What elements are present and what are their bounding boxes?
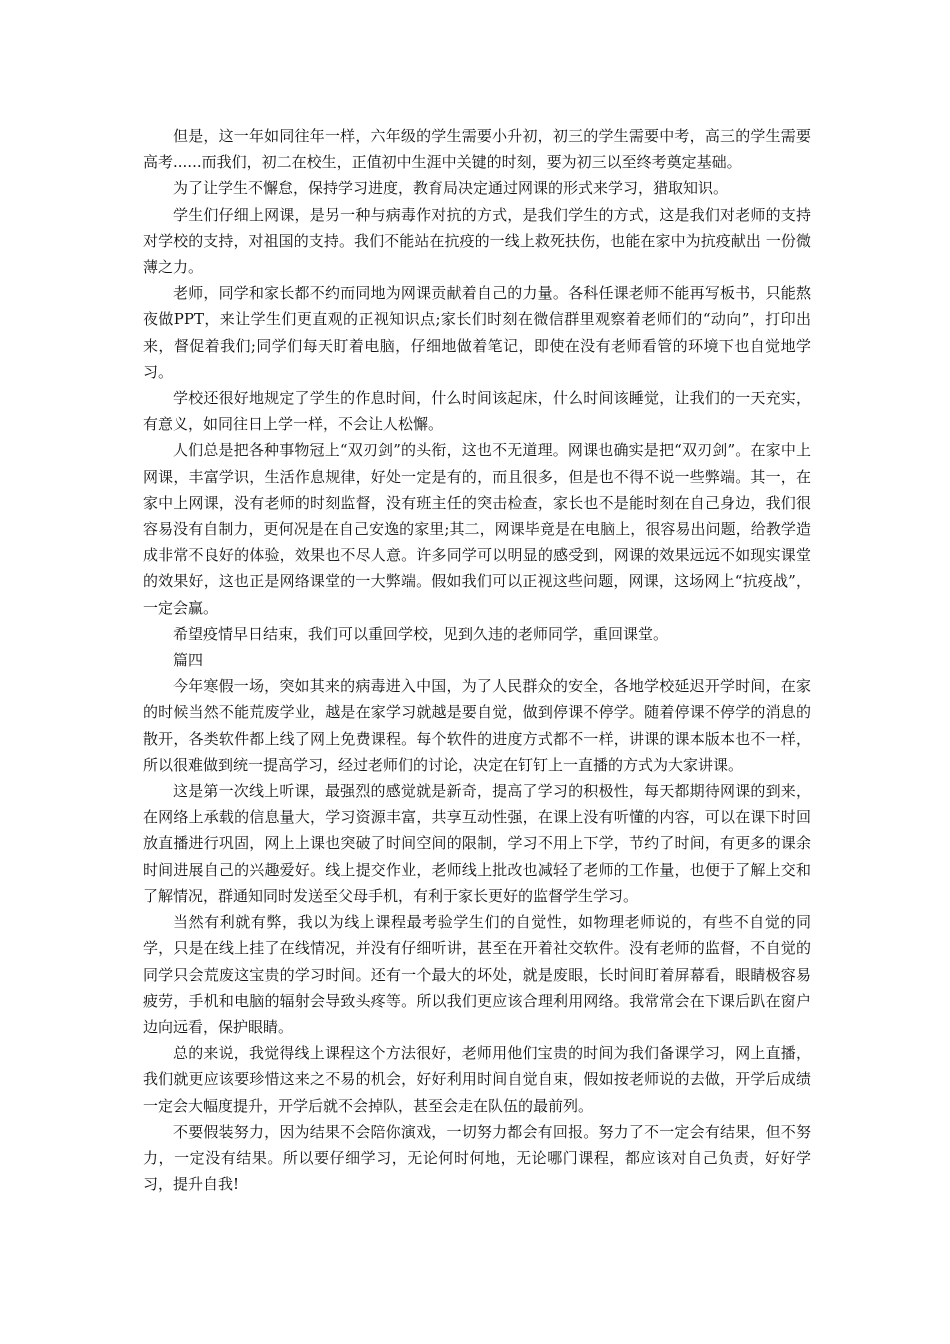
paragraph: 这是第一次线上听课，最强烈的感觉就是新奇，提高了学习的积极性，每天都期待网课的到来，在网络上承载的信息量大，学习资源丰富，共享互动性强，在课上没有听懂的内容，可以在课下时回放直播进行巩固，网上上课也突破了时间空间的限制，学习不用上下学，节约了时间，有更多的课余时间进展自己的兴趣爱好。线上提交作业，老师线上批改也减轻了老师的工作量，也便于了解上交和了解情况，群通知同时发送至父母手机，有利于家长更好的监督学生学习。: [143, 782, 811, 905]
paragraph: 人们总是把各种事物冠上“双刃剑”的头衔，这也不无道理。网课也确实是把“双刃剑”。在家中上网课，丰富学识，生活作息规律，好处一定是有的，而且很多，但是也不得不说一些弊端。其一，在家中上网课，没有老师的时刻监督，没有班主任的突击检查，家长也不是能时刻在自己身边，我们很容易没有自制力，更何况是在自己安逸的家里;其二，网课毕竟是在电脑上，很容易出问题，给教学造成非常不良好的体验，效果也不尽人意。许多同学可以明显的感受到，网课的效果远远不如现实课堂的效果好，这也正是网络课堂的一大弊端。假如我们可以正视这些问题，网课，这场网上“抗疫战”，一定会赢。: [143, 441, 811, 617]
paragraph: 不要假装努力，因为结果不会陪你演戏，一切努力都会有回报。努力了不一定会有结果，但不努力，一定没有结果。所以要仔细学习，无论何时何地，无论哪门课程，都应该对自己负责，好好学习，提升自我!: [143, 1122, 811, 1194]
paragraph: 但是，这一年如同往年一样，六年级的学生需要小升初，初三的学生需要中考，高三的学生需要高考......而我们，初二在校生，正值初中生涯中关键的时刻，要为初三以至终考奠定基础。: [143, 127, 811, 172]
paragraph: 希望疫情早日结束，我们可以重回学校，见到久违的老师同学，重回课堂。: [173, 624, 669, 643]
paragraph: 总的来说，我觉得线上课程这个方法很好，老师用他们宝贵的时间为我们备课学习，网上直播，我们就更应该要珍惜这来之不易的机会，好好利用时间自觉自束，假如按老师说的去做，开学后成绩一定会大幅度提升，开学后就不会掉队，甚至会走在队伍的最前列。: [143, 1044, 811, 1115]
paragraph: 学生们仔细上网课，是另一种与病毒作对抗的方式，是我们学生的方式，这是我们对老师的支持对学校的支持，对祖国的支持。我们不能站在抗疫的一线上救死扶伤，也能在家中为抗疫献出 一份微薄之力。: [143, 205, 811, 277]
paragraph: 老师，同学和家长都不约而同地为网课贡献着自己的力量。各科任课老师不能再写板书，只能熬夜做PPT，来让学生们更直观的正视知识点;家长们时刻在微信群里观察着老师们的“动向”，打印出来，督促着我们;同学们每天盯着电脑，仔细地做着笔记，即使在没有老师看管的环境下也自觉地学习。: [143, 284, 811, 381]
paragraph: 为了让学生不懈怠，保持学习进度，教育局决定通过网课的形式来学习，猎取知识。: [173, 179, 729, 198]
section-heading: 篇四: [173, 651, 204, 670]
paragraph: 今年寒假一场，突如其来的病毒进入中国，为了人民群众的安全，各地学校延迟开学时间，在家的时候当然不能荒废学业，越是在家学习就越是要自觉，做到停课不停学。随着停课不停学的消息的散开，各类软件都上线了网上免费课程。每个软件的进度方式都不一样，讲课的课本版本也不一样，所以很难做到统一提高学习，经过老师们的讨论，决定在钉钉上一直播的方式为大家讲课。: [143, 677, 811, 774]
document-body: [143, 123, 811, 1197]
paragraph: 学校还很好地规定了学生的作息时间，什么时间该起床，什么时间该睡觉，让我们的一天充实，有意义，如同往日上学一样，不会让人松懈。: [143, 389, 811, 434]
paragraph: 当然有利就有弊，我以为线上课程最考验学生们的自觉性，如物理老师说的，有些不自觉的同学，只是在线上挂了在线情况，并没有仔细听讲，甚至在开着社交软件。没有老师的监督，不自觉的同学只会荒废这宝贵的学习时间。还有一个最大的坏处，就是废眼，长时间盯着屏幕看，眼睛极容易疲劳，手机和电脑的辐射会导致头疼等。所以我们更应该合理利用网络。我常常会在下课后趴在窗户边向远看，保护眼睛。: [143, 913, 811, 1036]
